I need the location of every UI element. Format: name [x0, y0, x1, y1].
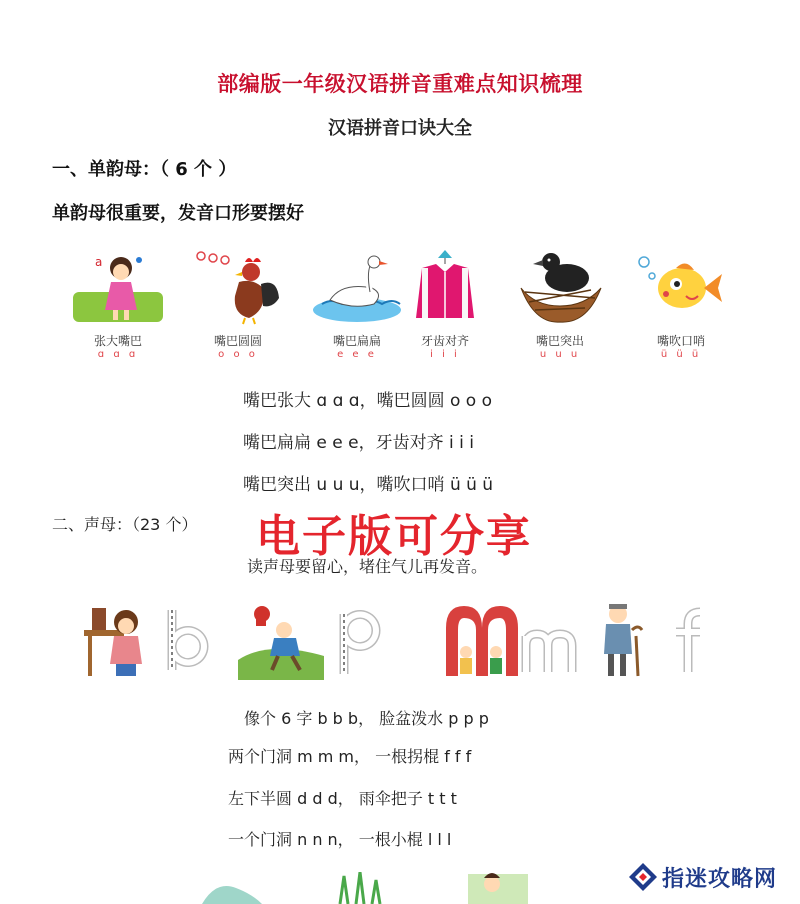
boy-pouring-icon — [238, 600, 324, 680]
vowel-caption: 张大嘴巴 — [93, 334, 142, 348]
vowel-caption: 嘴巴扁扁 — [332, 334, 381, 348]
letter-f-icon — [668, 606, 708, 676]
vowel-caption: 牙齿对齐 — [420, 334, 469, 348]
consonant-rhyme-line: 左下半圆 d d d， 雨伞把子 t t t — [228, 789, 457, 808]
vowel-caption: 嘴吹口哨 — [656, 334, 705, 348]
girl-listening-icon — [82, 600, 154, 680]
vowel-pinyin: ü ü ü — [660, 349, 702, 360]
vowel-card-o — [183, 248, 293, 368]
consonant-rhyme-line: 一个门洞 n n n， 一根小棍 l l l — [228, 830, 452, 849]
bird-illustration-icon — [196, 874, 266, 904]
site-logo[interactable] — [628, 858, 788, 898]
vowel-pinyin: i i i — [430, 349, 460, 360]
letter-b-icon — [158, 606, 214, 676]
diamond-logo-icon — [628, 862, 658, 892]
section1-heading: 一、单韵母：（ 6 个 ） — [52, 159, 237, 180]
vowel-caption: 嘴巴突出 — [535, 334, 584, 348]
rooster-icon — [193, 248, 283, 326]
vowel-card-i — [390, 248, 500, 368]
person-illustration-icon — [468, 868, 528, 904]
vowel-rhyme-line: 嘴巴扁扁 e e e，牙齿对齐 i i i — [243, 433, 474, 453]
vowel-pinyin: o o o — [218, 349, 258, 360]
doc-subtitle: 汉语拼音口诀大全 — [328, 118, 472, 139]
svg-text:a: a — [95, 255, 103, 269]
section1-tip: 单韵母很重要，发音口形要摆好 — [52, 203, 304, 224]
watermark-text: 电子版可分享 — [256, 511, 532, 562]
section2-tip: 读声母要留心，堵住气儿再发音。 — [247, 557, 488, 576]
consonant-rhyme-line: 像个 6 字 b b b， 脸盆泼水 p p p — [244, 709, 489, 728]
crow-nest-icon — [515, 248, 605, 326]
letter-p-icon — [330, 606, 386, 676]
vowel-rhyme-line: 嘴巴突出 u u u，嘴吹口哨 ü ü ü — [243, 475, 494, 495]
vowel-pinyin: u u u — [539, 349, 581, 360]
girl-singing-icon — [73, 248, 163, 326]
consonant-rhyme-line: 两个门洞 m m m， 一根拐棍 f f f — [228, 747, 472, 766]
vowel-pinyin: e e e — [337, 349, 377, 360]
vowel-rhyme-line: 嘴巴张大 ɑ ɑ ɑ，嘴巴圆圆 o o o — [243, 391, 492, 411]
fish-icon — [636, 248, 726, 326]
vowel-caption: 嘴巴圆圆 — [213, 334, 262, 348]
vowel-card-v — [626, 248, 736, 368]
grass-illustration-icon — [330, 872, 390, 904]
gate-arch-m-icon — [442, 600, 522, 680]
site-logo-text: 指迷攻略网 — [662, 866, 778, 892]
old-man-cane-icon — [598, 600, 644, 680]
goose-icon — [312, 248, 402, 326]
shirt-icon — [400, 248, 490, 326]
vowel-pinyin: ɑ ɑ ɑ — [97, 349, 139, 360]
vowel-card-u — [505, 248, 615, 368]
letter-m-icon — [520, 606, 580, 676]
section2-heading: 二、声母：（23 个） — [52, 515, 198, 534]
vowel-card-a — [63, 248, 173, 368]
doc-title: 部编版一年级汉语拼音重难点知识梳理 — [217, 72, 583, 96]
